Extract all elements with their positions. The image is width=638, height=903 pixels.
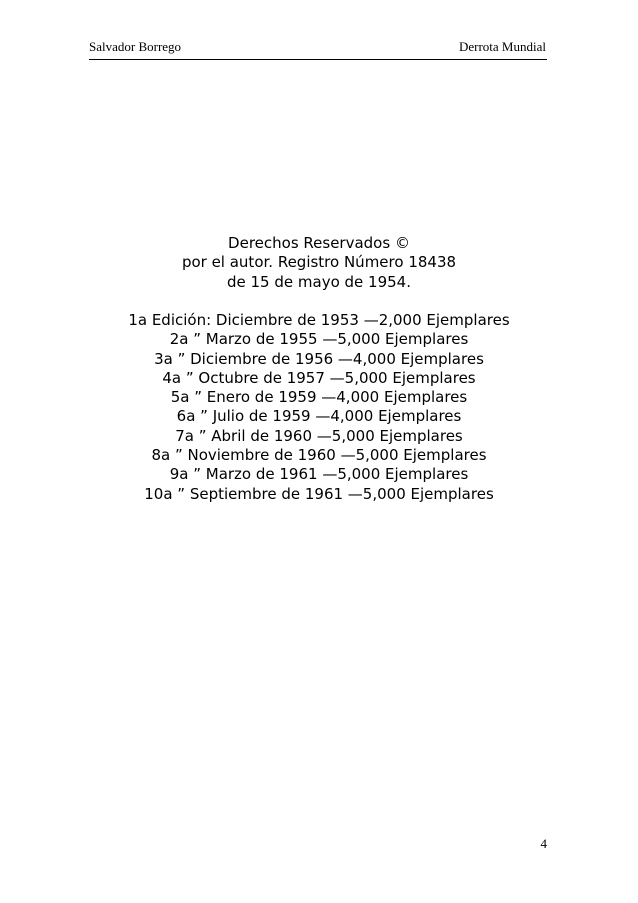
copyright-line: Derechos Reservados © xyxy=(228,234,410,252)
edition-line: 1a Edición: Diciembre de 1953 —2,000 Ejemplares xyxy=(128,311,510,329)
edition-line: 5a ” Enero de 1959 —4,000 Ejemplares xyxy=(170,388,468,407)
copyright-line: de 15 de mayo de 1954. xyxy=(227,272,411,291)
edition-line: 7a ” Abril de 1960 —5,000 Ejemplares xyxy=(175,426,463,445)
edition-line: 9a ” Marzo de 1961 —5,000 Ejemplares xyxy=(169,465,469,484)
copyright-notice xyxy=(0,234,638,292)
copyright-line: por el autor. Registro Número 18438 xyxy=(181,253,457,272)
edition-line: 2a ” Marzo de 1955 —5,000 Ejemplares xyxy=(169,330,469,349)
header-author: Salvador Borrego xyxy=(89,39,182,54)
page-number: 4 xyxy=(540,836,547,851)
edition-line: 3a ” Diciembre de 1956 —4,000 Ejemplares xyxy=(154,349,484,368)
edition-line: 4a ” Octubre de 1957 —5,000 Ejemplares xyxy=(162,368,476,387)
header-book-title: Derrota Mundial xyxy=(458,39,546,54)
edition-line: 8a ” Noviembre de 1960 —5,000 Ejemplares xyxy=(151,446,487,465)
page-header xyxy=(89,39,547,60)
edition-list xyxy=(0,311,638,504)
edition-line: 6a ” Julio de 1959 —4,000 Ejemplares xyxy=(176,407,462,426)
edition-line: 10a ” Septiembre de 1961 —5,000 Ejemplares xyxy=(144,484,494,503)
